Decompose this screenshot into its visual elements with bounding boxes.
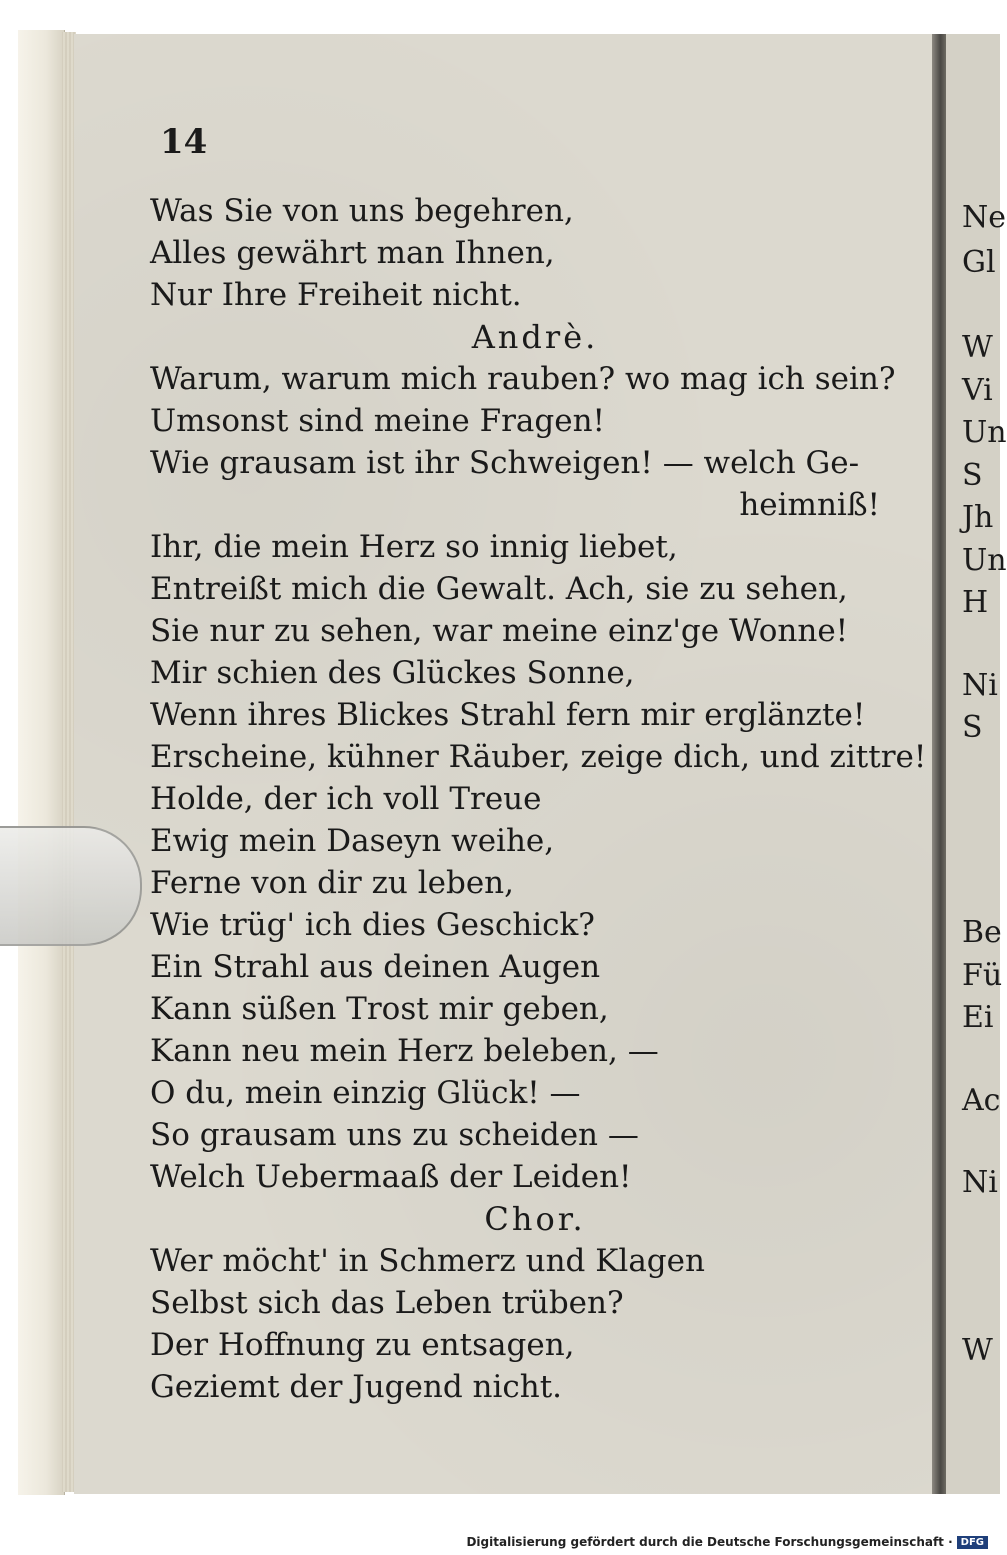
verse-line: Kann süßen Trost mir geben, (150, 991, 609, 1027)
verse-line: Geziemt der Jugend nicht. (150, 1369, 563, 1405)
verse-line: Ferne von dir zu leben, (150, 865, 514, 901)
verse-line: Selbst sich das Leben trüben? (150, 1285, 624, 1321)
verse-line: Holde, der ich voll Treue (150, 781, 542, 817)
verse-line: Umsonst sind meine Fragen! (150, 403, 606, 439)
bookmark-tab (0, 826, 142, 946)
facing-page-fragment: Jh (962, 500, 994, 535)
credit-text: Digitalisierung gefördert durch die Deutsche Forschungsgemeinschaft · (466, 1535, 953, 1549)
facing-page-fragment: Gl (962, 245, 996, 280)
book-gutter (932, 34, 946, 1494)
verse-line: Der Hoffnung zu entsagen, (150, 1327, 575, 1363)
verse-line: Kann neu mein Herz beleben, — (150, 1033, 659, 1069)
verse-line: So grausam uns zu scheiden — (150, 1117, 639, 1153)
verse-line: Welch Uebermaaß der Leiden! (150, 1159, 632, 1195)
speaker-heading: Chor. (484, 1200, 586, 1238)
verse-line: heimniß! (739, 487, 880, 523)
verse-line: Ewig mein Daseyn weihe, (150, 823, 555, 859)
facing-page-fragment: Vi (962, 373, 993, 408)
verse-line: Ein Strahl aus deinen Augen (150, 949, 601, 985)
facing-page-fragment: Fü (962, 958, 1003, 993)
verse-line: Wenn ihres Blickes Strahl fern mir erglänzte! (150, 697, 866, 733)
verse-line: Wie grausam ist ihr Schweigen! — welch Ge- (150, 445, 860, 481)
verse-line: O du, mein einzig Glück! — (150, 1075, 581, 1111)
verse-line: Wer möcht' in Schmerz und Klagen (150, 1243, 705, 1279)
verse-line: Wie trüg' ich dies Geschick? (150, 907, 595, 943)
verse-line: Warum, warum mich rauben? wo mag ich sein? (150, 361, 896, 397)
facing-page-fragment: Ei (962, 1000, 994, 1035)
poem-text (150, 190, 927, 1408)
verse-line: Entreißt mich die Gewalt. Ach, sie zu sehen, (150, 571, 848, 607)
dfg-logo-icon: DFG (957, 1536, 988, 1549)
facing-page-fragment: Ne (962, 200, 1007, 235)
facing-page-fragment: Un (962, 543, 1007, 578)
verse-line: Sie nur zu sehen, war meine einz'ge Wonne! (150, 613, 849, 649)
footer-credit (466, 1535, 988, 1549)
facing-page-fragment: H (962, 585, 989, 620)
facing-page-fragment: W (962, 330, 993, 365)
verse-line: Ihr, die mein Herz so innig liebet, (150, 529, 678, 565)
facing-page-fragment: Ni (962, 1165, 998, 1200)
facing-page-fragment: Un (962, 415, 1007, 450)
facing-page-fragment: W (962, 1333, 993, 1368)
verse-line: Was Sie von uns begehren, (150, 193, 574, 229)
verse-line: Erscheine, kühner Räuber, zeige dich, und zittre! (150, 739, 927, 775)
facing-page-fragment: Be (962, 915, 1002, 950)
book-edge (18, 30, 65, 1495)
page-number: 14 (160, 122, 208, 162)
verse-line: Alles gewährt man Ihnen, (150, 235, 555, 271)
speaker-heading: Andrè. (471, 318, 599, 356)
facing-page-fragment: S (962, 710, 983, 745)
facing-page-fragment: Ac (962, 1083, 1001, 1118)
facing-page-fragment: S (962, 458, 983, 493)
verse-line: Nur Ihre Freiheit nicht. (150, 277, 522, 313)
verse-line: Mir schien des Glückes Sonne, (150, 655, 635, 691)
facing-page-fragment: Ni (962, 668, 998, 703)
